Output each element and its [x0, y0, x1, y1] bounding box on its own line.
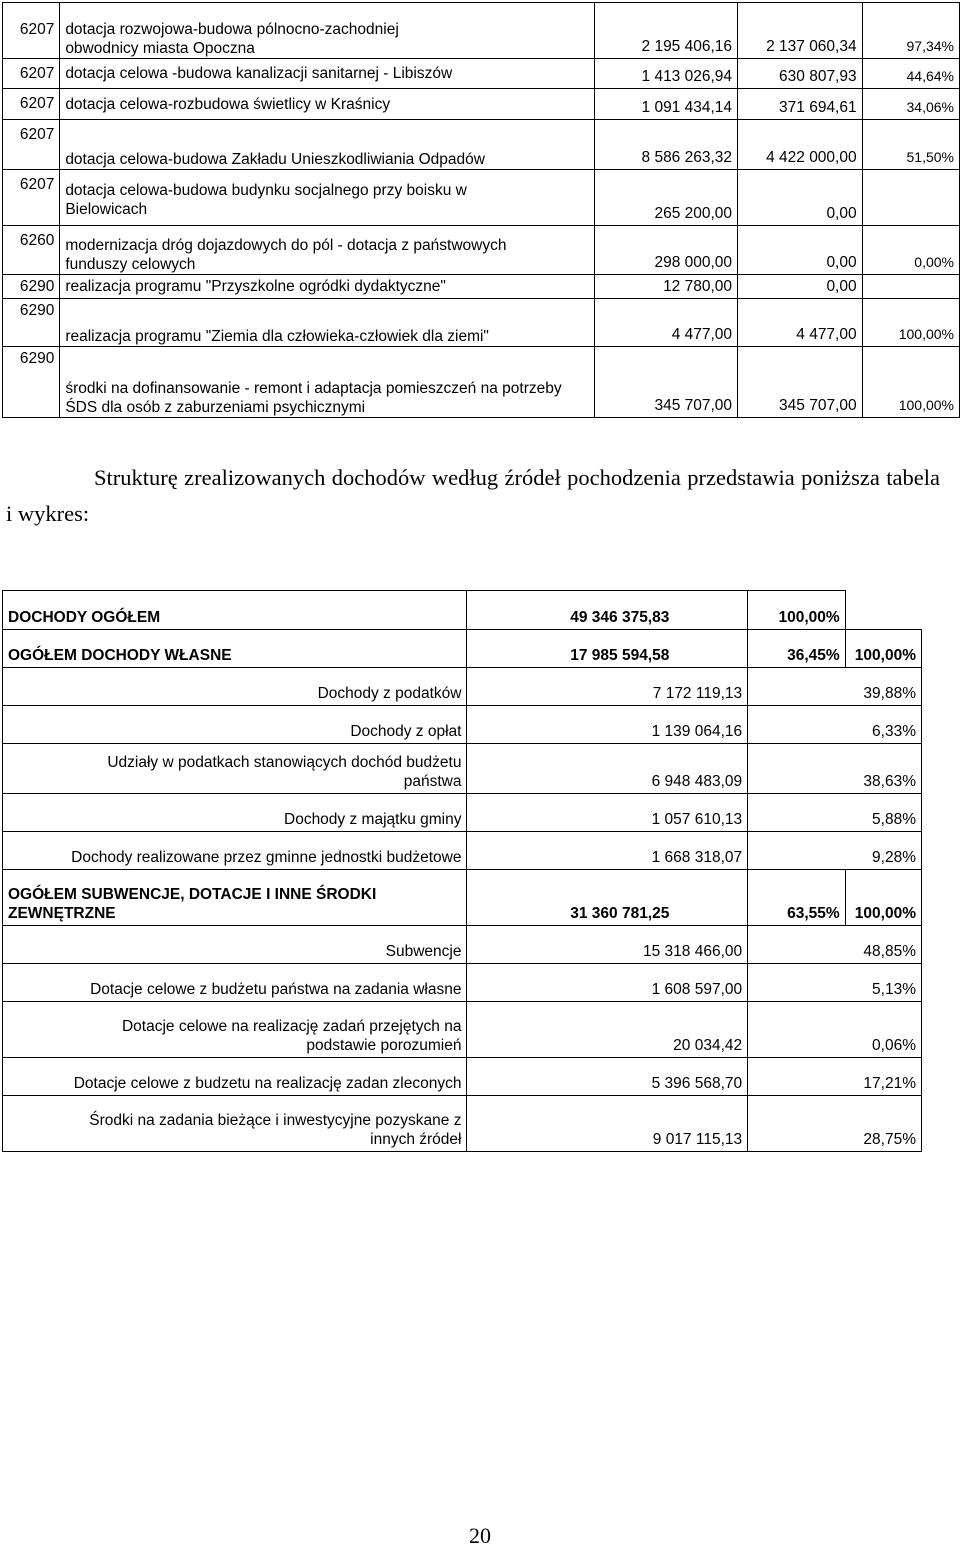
- row-code: 6207: [3, 89, 60, 120]
- row-percent: [862, 275, 959, 299]
- income-source-amount: 5 396 568,70: [467, 1058, 748, 1096]
- table-row: [3, 1096, 922, 1152]
- row-percent: 97,34%: [862, 3, 959, 59]
- row-executed-amount: 345 707,00: [738, 347, 863, 418]
- row-plan-amount: 1 091 434,14: [595, 89, 738, 120]
- row-description: dotacja rozwojowa-budowa pólnocno-zachodniej obwodnicy miasta Opoczna: [60, 3, 595, 59]
- external-income-label: OGÓŁEM SUBWENCJE, DOTACJE I INNE ŚRODKI ZEWNĘTRZNE: [3, 870, 467, 926]
- income-source-percent: 39,88%: [748, 668, 922, 706]
- row-code: 6207: [3, 59, 60, 89]
- table-row: [3, 299, 960, 347]
- table-row: [3, 832, 922, 870]
- table-row: [3, 668, 922, 706]
- row-percent: 100,00%: [862, 347, 959, 418]
- income-source-label: Subwencje: [3, 926, 467, 964]
- row-description: realizacja programu "Przyszkolne ogródki dydaktyczne": [60, 275, 595, 299]
- total-income-label: DOCHODY OGÓŁEM: [3, 591, 467, 630]
- table-row: [3, 170, 960, 226]
- row-code: 6290: [3, 275, 60, 299]
- row-description: modernizacja dróg dojazdowych do pól - dotacja z państwowych funduszy celowych: [60, 226, 595, 275]
- table-row: [3, 59, 960, 89]
- income-source-percent: 5,88%: [748, 794, 922, 832]
- intro-paragraph: Strukturę zrealizowanych dochodów według źródeł pochodzenia przedstawia poniższa tabela i wykres:: [6, 465, 940, 526]
- row-executed-amount: 0,00: [738, 170, 863, 226]
- row-percent: 44,64%: [862, 59, 959, 89]
- income-source-label: Dochody z opłat: [3, 706, 467, 744]
- income-source-amount: 1 608 597,00: [467, 964, 748, 1002]
- row-code: 6260: [3, 226, 60, 275]
- income-source-percent: 9,28%: [748, 832, 922, 870]
- row-percent: 100,00%: [862, 299, 959, 347]
- income-source-label: Udziały w podatkach stanowiących dochód budżetu państwa: [3, 744, 467, 794]
- row-plan-amount: 1 413 026,94: [595, 59, 738, 89]
- row-plan-amount: 298 000,00: [595, 226, 738, 275]
- row-executed-amount: 0,00: [738, 275, 863, 299]
- income-source-percent: 0,06%: [748, 1002, 922, 1058]
- row-executed-amount: 4 477,00: [738, 299, 863, 347]
- table-row: [3, 706, 922, 744]
- table-row: [3, 744, 922, 794]
- income-source-label: Środki na zadania bieżące i inwestycyjne pozyskane z innych źródeł: [3, 1096, 467, 1152]
- total-income-percent: 100,00%: [748, 591, 846, 630]
- row-percent: 0,00%: [862, 226, 959, 275]
- income-source-amount: 9 017 115,13: [467, 1096, 748, 1152]
- income-source-percent: 38,63%: [748, 744, 922, 794]
- income-structure-table: [2, 590, 922, 1152]
- row-percent: [862, 170, 959, 226]
- row-percent: 51,50%: [862, 120, 959, 170]
- income-source-amount: 15 318 466,00: [467, 926, 748, 964]
- row-code: 6290: [3, 347, 60, 418]
- row-plan-amount: 345 707,00: [595, 347, 738, 418]
- income-source-amount: 6 948 483,09: [467, 744, 748, 794]
- external-income-percent: 63,55%: [748, 870, 846, 926]
- income-source-label: Dochody z majątku gminy: [3, 794, 467, 832]
- row-description: dotacja celowa-rozbudowa świetlicy w Kraśnicy: [60, 89, 595, 120]
- table-row: [3, 275, 960, 299]
- row-plan-amount: 265 200,00: [595, 170, 738, 226]
- row-code: 6207: [3, 120, 60, 170]
- income-source-label: Dochody z podatków: [3, 668, 467, 706]
- row-description: dotacja celowa-budowa budynku socjalnego przy boisku w Bielowicach: [60, 170, 595, 226]
- row-description: dotacja celowa-budowa Zakładu Unieszkodliwiania Odpadów: [60, 120, 595, 170]
- row-executed-amount: 630 807,93: [738, 59, 863, 89]
- income-source-amount: 1 668 318,07: [467, 832, 748, 870]
- external-income-group-percent: 100,00%: [845, 870, 921, 926]
- income-source-percent: 28,75%: [748, 1096, 922, 1152]
- table-row: [3, 926, 922, 964]
- table-row: [3, 347, 960, 418]
- empty-cell: [845, 591, 921, 630]
- own-income-row: [3, 630, 922, 668]
- income-source-amount: 20 034,42: [467, 1002, 748, 1058]
- row-executed-amount: 4 422 000,00: [738, 120, 863, 170]
- table-row: [3, 1002, 922, 1058]
- row-description: środki na dofinansowanie - remont i adaptacja pomieszczeń na potrzeby ŚDS dla osób z zaburzeniami psychicznymi: [60, 347, 595, 418]
- income-source-amount: 1 057 610,13: [467, 794, 748, 832]
- income-source-percent: 48,85%: [748, 926, 922, 964]
- row-plan-amount: 8 586 263,32: [595, 120, 738, 170]
- table-row: [3, 964, 922, 1002]
- own-income-percent: 36,45%: [748, 630, 846, 668]
- external-income-row: [3, 870, 922, 926]
- income-source-amount: 7 172 119,13: [467, 668, 748, 706]
- row-plan-amount: 2 195 406,16: [595, 3, 738, 59]
- row-plan-amount: 12 780,00: [595, 275, 738, 299]
- table-row: [3, 89, 960, 120]
- income-source-label: Dotacje celowe na realizację zadań przejętych na podstawie porozumień: [3, 1002, 467, 1058]
- table-row: [3, 794, 922, 832]
- row-executed-amount: 2 137 060,34: [738, 3, 863, 59]
- income-source-percent: 17,21%: [748, 1058, 922, 1096]
- income-source-label: Dotacje celowe z budzetu na realizację zadan zleconych: [3, 1058, 467, 1096]
- total-income-row: [3, 591, 922, 630]
- own-income-label: OGÓŁEM DOCHODY WŁASNE: [3, 630, 467, 668]
- table-row: [3, 3, 960, 59]
- total-income-amount: 49 346 375,83: [467, 591, 748, 630]
- row-description: dotacja celowa -budowa kanalizacji sanitarnej - Libiszów: [60, 59, 595, 89]
- table-row: [3, 226, 960, 275]
- income-source-amount: 1 139 064,16: [467, 706, 748, 744]
- income-source-percent: 6,33%: [748, 706, 922, 744]
- row-executed-amount: 0,00: [738, 226, 863, 275]
- row-code: 6290: [3, 299, 60, 347]
- external-income-amount: 31 360 781,25: [467, 870, 748, 926]
- row-percent: 34,06%: [862, 89, 959, 120]
- grants-table: [2, 2, 960, 418]
- income-source-label: Dochody realizowane przez gminne jednostki budżetowe: [3, 832, 467, 870]
- own-income-group-percent: 100,00%: [845, 630, 921, 668]
- table-row: [3, 120, 960, 170]
- row-code: 6207: [3, 3, 60, 59]
- row-code: 6207: [3, 170, 60, 226]
- page-number: 20: [469, 1523, 491, 1548]
- row-description: realizacja programu "Ziemia dla człowieka-człowiek dla ziemi": [60, 299, 595, 347]
- income-source-percent: 5,13%: [748, 964, 922, 1002]
- income-source-label: Dotacje celowe z budżetu państwa na zadania własne: [3, 964, 467, 1002]
- own-income-amount: 17 985 594,58: [467, 630, 748, 668]
- row-plan-amount: 4 477,00: [595, 299, 738, 347]
- table-row: [3, 1058, 922, 1096]
- row-executed-amount: 371 694,61: [738, 89, 863, 120]
